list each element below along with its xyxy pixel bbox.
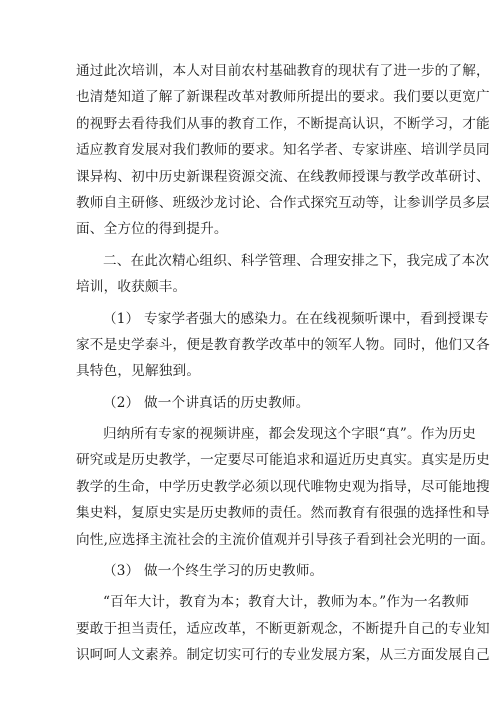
text-line: “百年大计，教育为本；教育大计，教师为本。”作为一名教师 — [103, 594, 470, 611]
text-line: 的视野去看待我们从事的教育工作，不断提高认识，不断学习，才能 — [76, 115, 490, 132]
text-line: 教师自主研修、班级沙龙讨论、合作式探究互动等，让参训学员多层 — [76, 194, 490, 211]
text-line: 面、全方位的得到提升。 — [76, 221, 228, 238]
text-line: 培训，收获颇丰。 — [76, 279, 187, 296]
text-line: 教学的生命，中学历史教学必须以现代唯物史观为指导，尽可能地搜 — [76, 478, 490, 495]
list-item-heading: （1） 专家学者强大的感染力。在在线视频听课中，看到授课专 — [103, 310, 489, 327]
text-line: 二、在此次精心组织、科学管理、合理安排之下，我完成了本次 — [103, 252, 490, 269]
list-item-heading: （2） 做一个讲真话的历史教师。 — [103, 394, 310, 411]
text-line: 识呵呵人文素养。制定切实可行的专业发展方案，从三方面发展自己 — [76, 647, 490, 664]
text-line: 通过此次培训，本人对目前农村基础教育的现状有了进一步的了解， — [76, 63, 490, 79]
text-line: 课异构、初中历史新课程资源交流、在线教师授课与教学改革研讨、 — [76, 168, 490, 185]
text-line: 适应教育发展对我们教师的要求。知名学者、专家讲座、培训学员同 — [76, 142, 490, 159]
list-item-heading: （3） 做一个终生学习的历史教师。 — [103, 563, 324, 580]
text-line: 集史料，复原史实是历史教师的责任。然而教育有很强的选择性和导 — [76, 505, 490, 522]
document-body — [76, 58, 495, 669]
text-line: 也清楚知道了解了新课程改革对教师所提出的要求。我们要以更宽广 — [76, 89, 490, 106]
text-line: 要敢于担当责任，适应改革，不断更新观念，不断提升自己的专业知 — [76, 620, 490, 637]
text-line: 具特色，见解独到。 — [76, 363, 201, 380]
text-line: 向性,应选择主流社会的主流价值观并引导孩子看到社会光明的一面。 — [76, 531, 495, 548]
text-line: 研究或是历史教学，一定要尽可能追求和逼近历史真实。真实是历史 — [76, 452, 490, 469]
text-line: 家不是史学泰斗，便是教育教学改革中的领军人物。同时，他们又各 — [76, 336, 490, 353]
text-line: 归纳所有专家的视频讲座，都会发现这个字眼“真”。作为历史 — [103, 426, 476, 443]
